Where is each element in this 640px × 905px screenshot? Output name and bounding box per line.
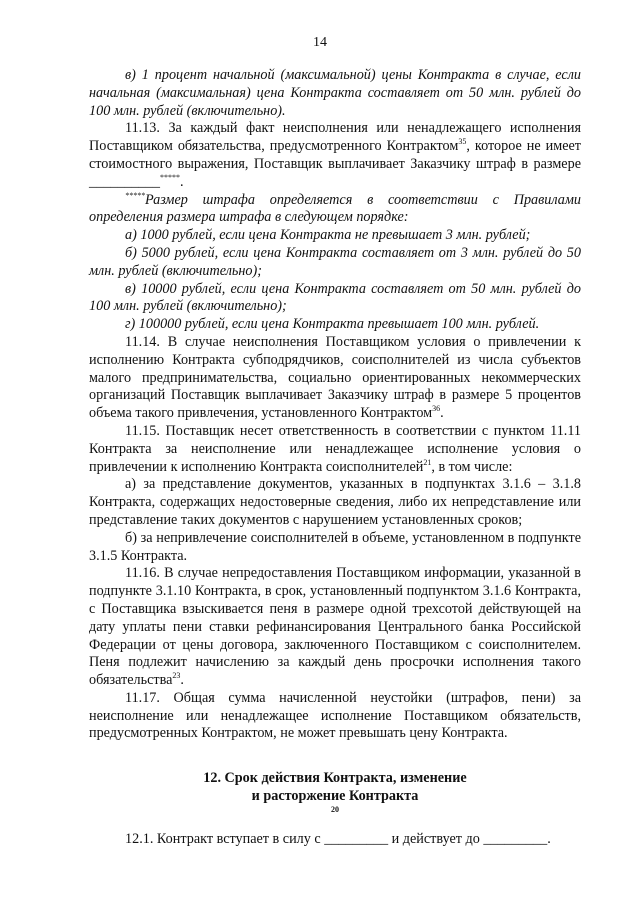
footnote-ref: 23 bbox=[172, 671, 181, 681]
paragraph-11-16: 11.16. В случае непредоставления Поставщиком информации, указанной в подпункте 3.1.10 Контракта, в срок, установленный подпунктом 3.1.6 Контракта, с Поставщика взыскивается пеня в размере одной трехсотой действующей на дату уплаты пени ставки рефинансирования Центрального банка Российской Федерации от цены договора, заключенного Поставщиком с соисполнителем. Пеня подлежит начислению за каждый день просрочки исполнения такого обязательства$^{23}$. bbox=[89, 565, 581, 689]
paragraph-fine-size-note: *****Размер штрафа определяется в соответствии с Правилами определения размера штрафа в следующем порядке: bbox=[89, 190, 581, 226]
paragraph-fine-g: г) 100000 рублей, если цена Контракта превышает 100 млн. рублей. bbox=[125, 316, 540, 333]
paragraph-fine-a: а) 1000 рублей, если цена Контракта не превышает 3 млн. рублей; bbox=[125, 227, 531, 244]
section-heading-line1: 12. Срок действия Контракта, изменение bbox=[203, 770, 467, 787]
footnote-ref-asterisks: ***** bbox=[159, 172, 180, 182]
section-heading-line2: и расторжение Контракта $^{20}$ bbox=[251, 788, 419, 814]
section-heading-12 bbox=[89, 770, 581, 823]
document-body bbox=[89, 67, 581, 848]
footnote-ref: 21 bbox=[423, 457, 432, 467]
paragraph-11-14: 11.14. В случае неисполнения Поставщиком условия о привлечении к исполнению Контракта субподрядчиков, соисполнителей из числа субъектов малого предпринимательства, социально ориентированных некоммерческих организаций Поставщик выплачивает Заказчику штраф в размере 5 процентов объема такого привлечения, установленного Контрактом$^{36}$. bbox=[89, 333, 581, 422]
paragraph-11-15-b: б) за непривлечение соисполнителей в объеме, установленном в подпункте 3.1.5 Контракта. bbox=[89, 529, 581, 564]
footnote-ref: 35 bbox=[458, 137, 467, 147]
footnote-ref: 20 bbox=[331, 804, 339, 814]
paragraph-11-15: 11.15. Поставщик несет ответственность в соответствии с пунктом 11.11 Контракта за неисполнение или ненадлежащее исполнение условия о привлечении к исполнению Контракта соисполнителей$^{21}$, в том числе: bbox=[89, 422, 581, 475]
paragraph-11-15-a: а) за представление документов, указанных в подпунктах 3.1.6 – 3.1.8 Контракта, содержащих недостоверные сведения, либо их непредставление или представление таких документов с нарушением установленных сроков; bbox=[89, 476, 581, 528]
page-number: 14 bbox=[313, 35, 327, 50]
paragraph-fine-v: в) 10000 рублей, если цена Контракта составляет от 50 млн. рублей до 100 млн. рублей (включительно); bbox=[89, 280, 581, 315]
paragraph-11-17: 11.17. Общая сумма начисленной неустойки (штрафов, пени) за неисполнение или ненадлежащее исполнение Поставщиком обязательств, предусмотренных Контрактом, не может превышать цену Контракта. bbox=[89, 689, 581, 742]
paragraph-12-1: 12.1. Контракт вступает в силу с _________ и действует до _________. bbox=[125, 830, 551, 847]
paragraph-penalty-1-percent: в) 1 процент начальной (максимальной) цены Контракта в случае, если начальная (максимальная) цена Контракта составляет от 50 млн. рублей до 100 млн. рублей (включительно). bbox=[89, 67, 581, 119]
footnote-mark-asterisks: ***** bbox=[125, 190, 145, 200]
footnote-ref: 36 bbox=[432, 404, 441, 414]
paragraph-fine-b: б) 5000 рублей, если цена Контракта составляет от 3 млн. рублей до 50 млн. рублей (включительно); bbox=[89, 244, 581, 279]
paragraph-11-13: 11.13. За каждый факт неисполнения или ненадлежащего исполнения Поставщиком обязательства, предусмотренного Контрактом$^{35}$, которое не имеет стоимостного выражения, Поставщик выплачивает Заказчику штраф в размере __________*****. bbox=[89, 120, 581, 190]
